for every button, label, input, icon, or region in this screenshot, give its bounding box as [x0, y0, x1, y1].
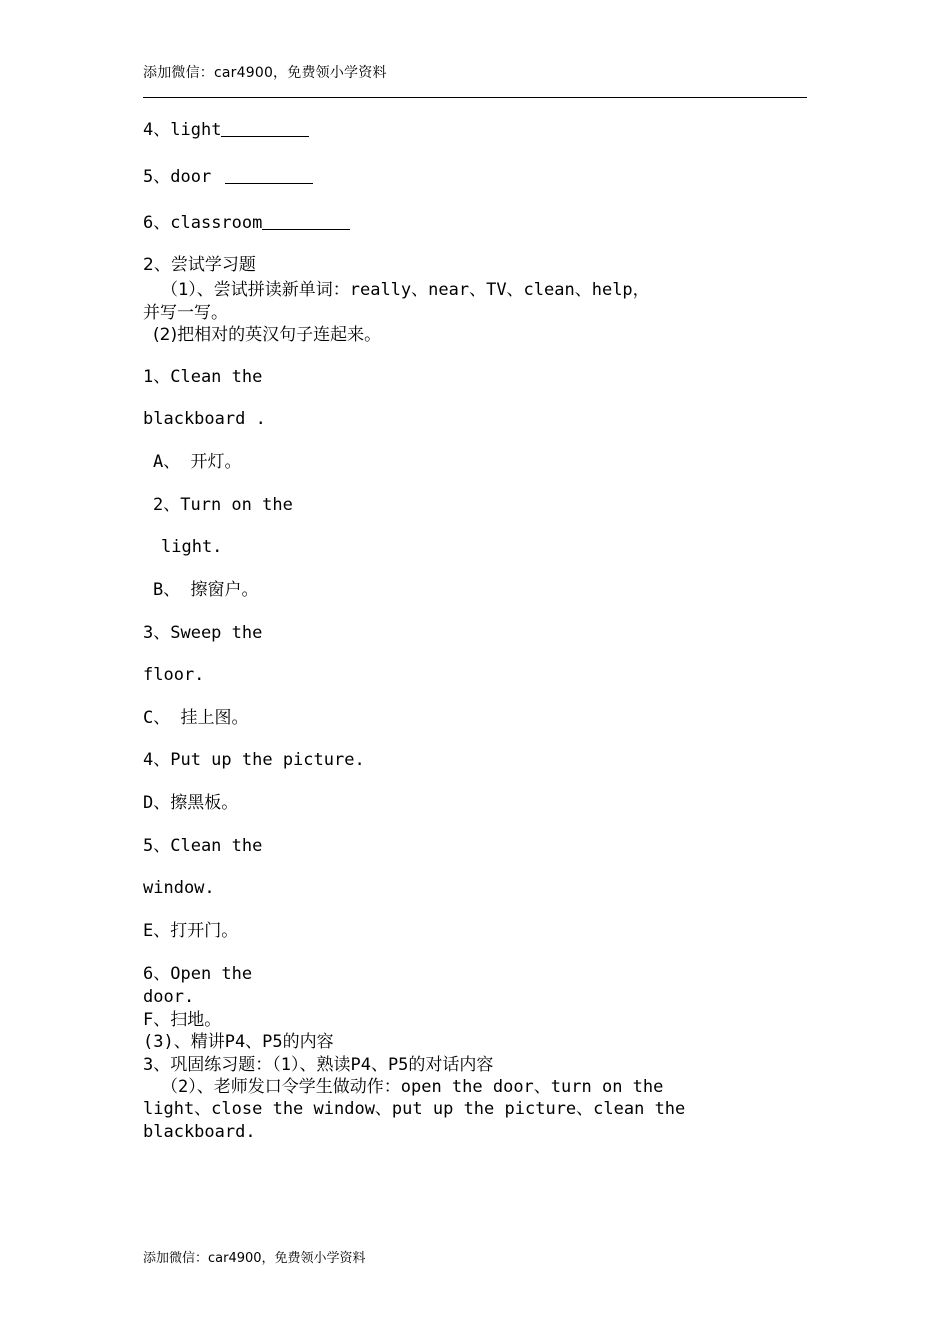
vocab-item-6	[143, 211, 823, 236]
vocab-item-4-blank	[221, 120, 309, 137]
try-learn-heading: 2、尝试学习题	[143, 254, 256, 275]
vocab-item-5	[143, 165, 823, 190]
vocab-item-6-num: 6、	[143, 213, 171, 234]
match-row-2-right: B、 擦窗户。	[153, 579, 259, 600]
watermark-bottom-text: 添加微信：car4900，免费领小学资料	[143, 1251, 366, 1266]
match-row-3-left-a: 3、Sweep the	[143, 622, 263, 643]
match-row-4-left-a: 4、Put up the picture.	[143, 750, 365, 771]
vocab-item-5-num: 5、	[143, 166, 171, 187]
match-row-2-left-b: light.	[161, 537, 223, 558]
match-row-6-left-a: 6、Open the	[143, 963, 253, 984]
document-body	[143, 118, 823, 1143]
match-row-6-left-b: door.	[143, 987, 195, 1008]
match-row-3-right: C、 挂上图。	[143, 707, 249, 728]
match-row-1-left-a: 1、Clean the	[143, 366, 263, 387]
header-divider	[143, 97, 807, 98]
vocab-item-5-word: door	[170, 166, 212, 187]
match-row-1-right: A、 开灯。	[153, 451, 242, 472]
match-row-5-left-b: window.	[143, 878, 215, 899]
vocab-item-4	[143, 118, 823, 143]
vocab-item-6-word: classroom	[170, 213, 263, 234]
try-learn-item-1-cont: 并写一写。	[143, 302, 228, 323]
match-row-3-left-b: floor.	[143, 665, 205, 686]
match-row-2-left-a: 2、Turn on the	[153, 494, 293, 515]
match-row-5-left-a: 5、Clean the	[143, 835, 263, 856]
watermark-top-text: 添加微信：car4900，免费领小学资料	[143, 65, 387, 81]
footer-note-5-cont-1: light、close the window、put up the picture、clean the	[143, 1099, 686, 1120]
footer-note-5-cont-2: blackboard.	[143, 1121, 256, 1142]
footer-note-5: （2）、老师发口令学生做动作：open the door、turn on the	[161, 1077, 664, 1098]
match-row-5-right: E、打开门。	[143, 921, 239, 941]
try-learn-item-1: （1）、尝试拼读新单词：really、near、TV、clean、help，	[161, 280, 650, 301]
vocab-item-4-word: light	[170, 120, 222, 140]
match-row-4-right: D、擦黑板。	[143, 793, 239, 814]
footer-note-4: 3、巩固练习题：（1）、熟读P4、P5的对话内容	[143, 1054, 494, 1075]
vocab-item-5-blank	[225, 167, 313, 184]
try-learn-item-2: (2)把相对的英汉句子连起来。	[153, 325, 382, 346]
match-row-6-right: F、扫地。	[143, 1009, 222, 1030]
footer-note-3: (3)、精讲P4、P5的内容	[143, 1032, 334, 1053]
vocab-item-4-num: 4、	[143, 120, 171, 140]
vocab-item-6-blank	[262, 213, 350, 230]
match-row-1-left-b: blackboard .	[143, 409, 266, 430]
